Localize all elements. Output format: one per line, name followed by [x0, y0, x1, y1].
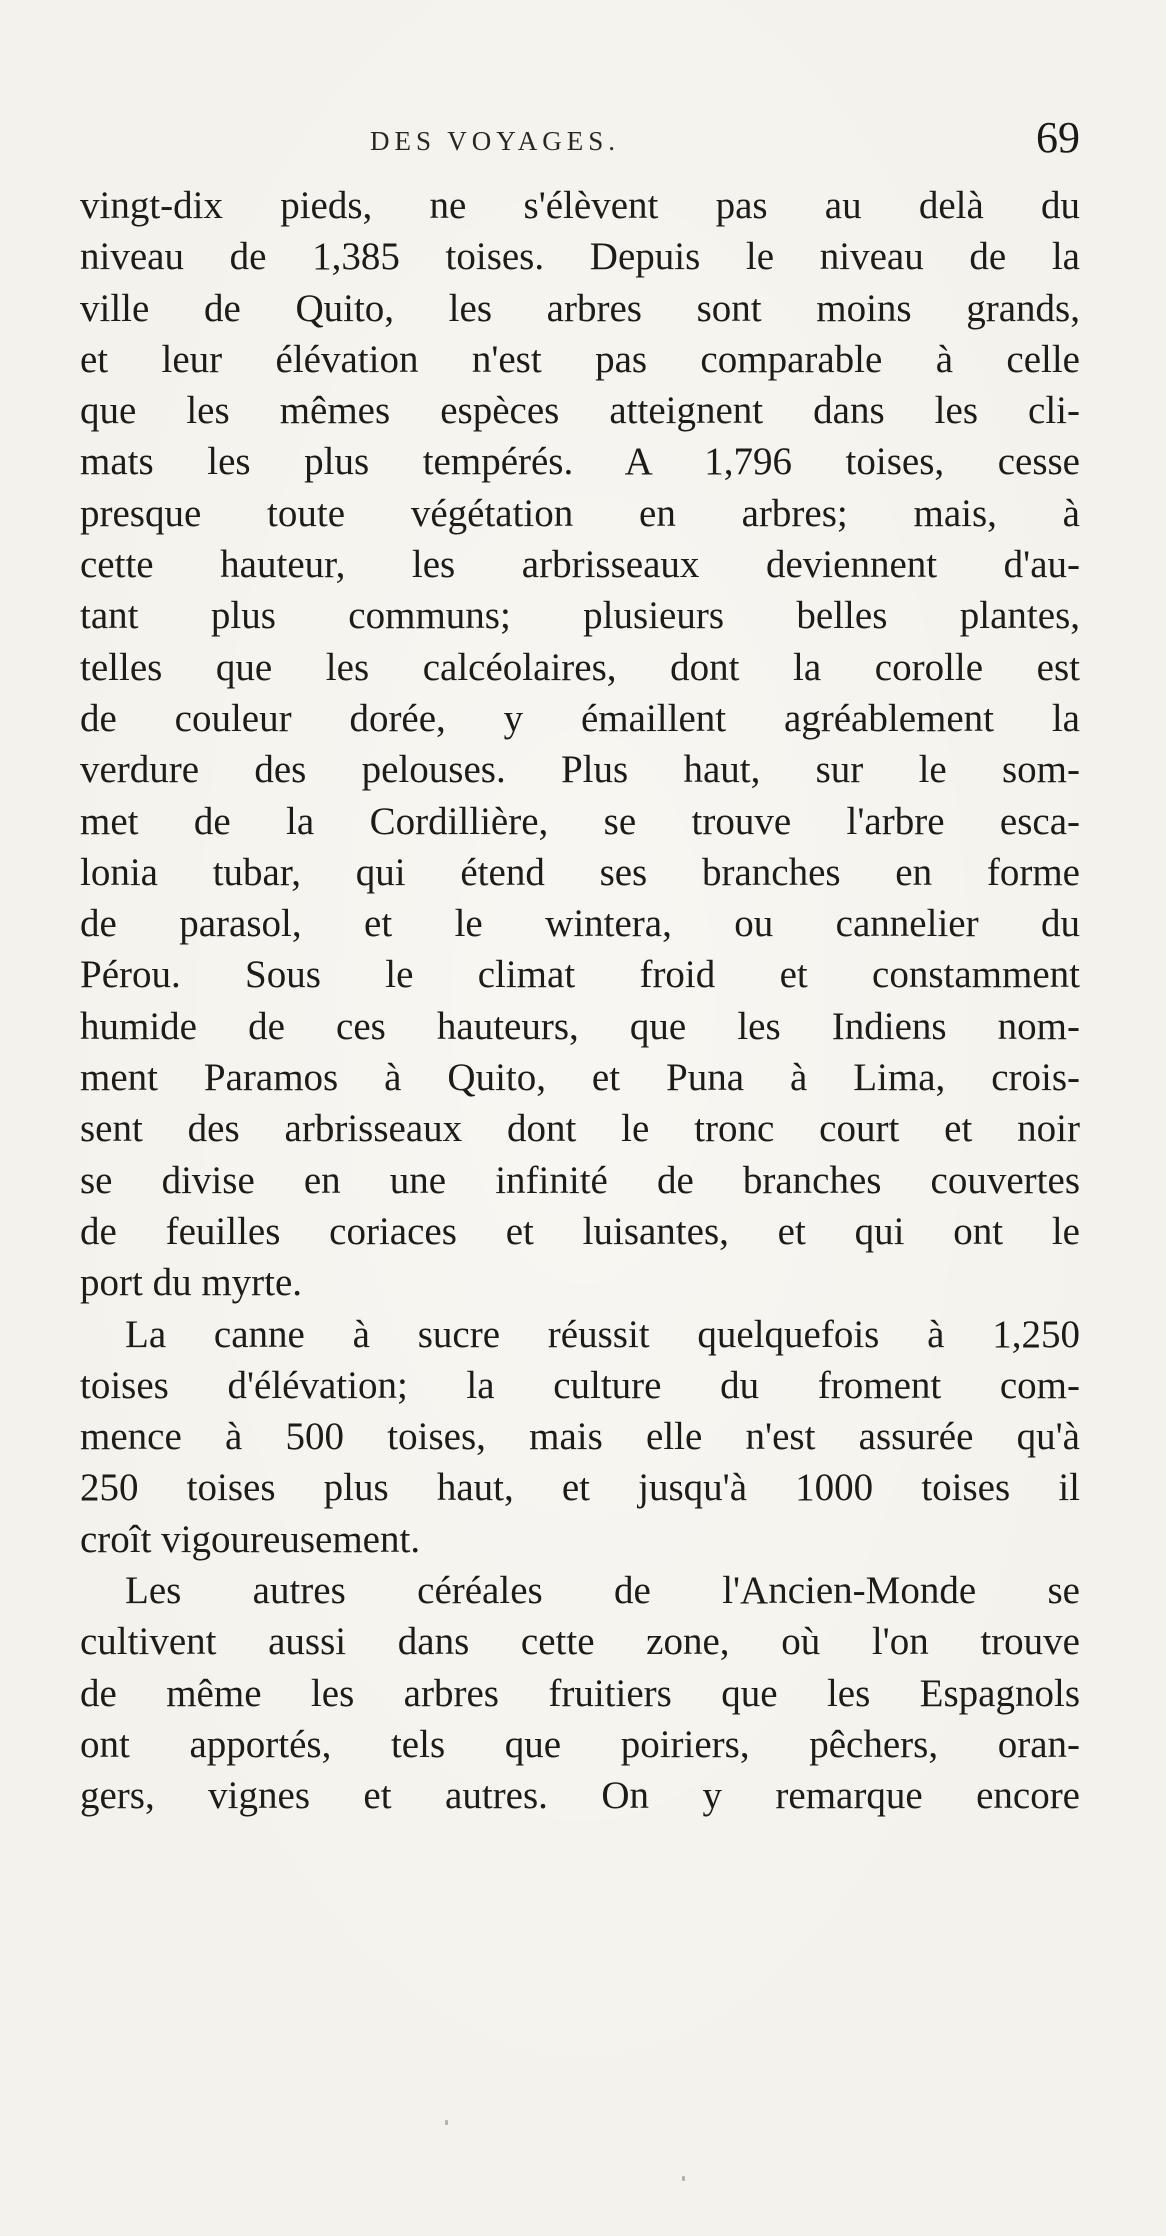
text-line: de couleur dorée, y émaillent agréablement la	[80, 696, 1080, 740]
text-line: ville de Quito, les arbres sont moins grands,	[80, 286, 1080, 330]
text-line: de parasol, et le wintera, ou cannelier du	[80, 902, 1080, 946]
body-text	[80, 180, 1080, 1822]
paper-speck	[445, 2120, 448, 2125]
text-line: ment Paramos à Quito, et Puna à Lima, crois-	[80, 1056, 1080, 1100]
text-line: vingt-dix pieds, ne s'élèvent pas au delà du	[80, 184, 1080, 227]
text-line: Les autres céréales de l'Ancien-Monde se	[125, 1569, 1080, 1613]
paragraph-2	[80, 1309, 1080, 1565]
text-line: telles que les calcéolaires, dont la corolle est	[80, 645, 1080, 689]
text-line: port du myrte.	[80, 1261, 303, 1305]
text-line: se divise en une infinité de branches couvertes	[80, 1158, 1080, 1202]
text-line: de même les arbres fruitiers que les Espagnols	[80, 1671, 1080, 1715]
paragraph-3	[80, 1565, 1080, 1821]
text-line: toises d'élévation; la culture du froment com-	[80, 1363, 1080, 1407]
page-header	[80, 113, 1080, 178]
text-line: ont apportés, tels que poiriers, pêchers, oran-	[80, 1722, 1080, 1766]
text-line: lonia tubar, qui étend ses branches en forme	[80, 850, 1080, 894]
text-line: que les mêmes espèces atteignent dans les cli-	[80, 389, 1080, 433]
text-line: de feuilles coriaces et luisantes, et qui ont le	[80, 1209, 1080, 1253]
text-line: cette hauteur, les arbrisseaux deviennent d'au-	[80, 543, 1080, 587]
text-line: niveau de 1,385 toises. Depuis le niveau de la	[80, 235, 1080, 279]
text-line: sent des arbrisseaux dont le tronc court et noir	[80, 1107, 1080, 1151]
text-line: et leur élévation n'est pas comparable à celle	[80, 337, 1080, 381]
text-line: verdure des pelouses. Plus haut, sur le som-	[80, 748, 1080, 792]
text-line: Pérou. Sous le climat froid et constamment	[80, 953, 1080, 997]
text-line: met de la Cordillière, se trouve l'arbre esca-	[80, 799, 1080, 843]
text-line: 250 toises plus haut, et jusqu'à 1000 toises il	[80, 1466, 1080, 1510]
text-line: presque toute végétation en arbres; mais, à	[80, 491, 1080, 535]
running-title: DES VOYAGES.	[370, 126, 621, 156]
text-line: tant plus communs; plusieurs belles plantes,	[80, 594, 1080, 638]
text-line: cultivent aussi dans cette zone, où l'on trouve	[80, 1620, 1080, 1664]
text-line: humide de ces hauteurs, que les Indiens nom-	[80, 1004, 1080, 1048]
text-line: croît vigoureusement.	[80, 1517, 421, 1561]
paper-speck	[682, 2176, 685, 2181]
paragraph-1	[80, 180, 1080, 1309]
text-line: mats les plus tempérés. A 1,796 toises, cesse	[80, 440, 1080, 484]
text-line: La canne à sucre réussit quelquefois à 1,250	[125, 1312, 1080, 1356]
page-number: 69	[1036, 113, 1080, 162]
text-line: mence à 500 toises, mais elle n'est assurée qu'à	[80, 1415, 1080, 1459]
text-line: gers, vignes et autres. On y remarque encore	[80, 1774, 1080, 1818]
